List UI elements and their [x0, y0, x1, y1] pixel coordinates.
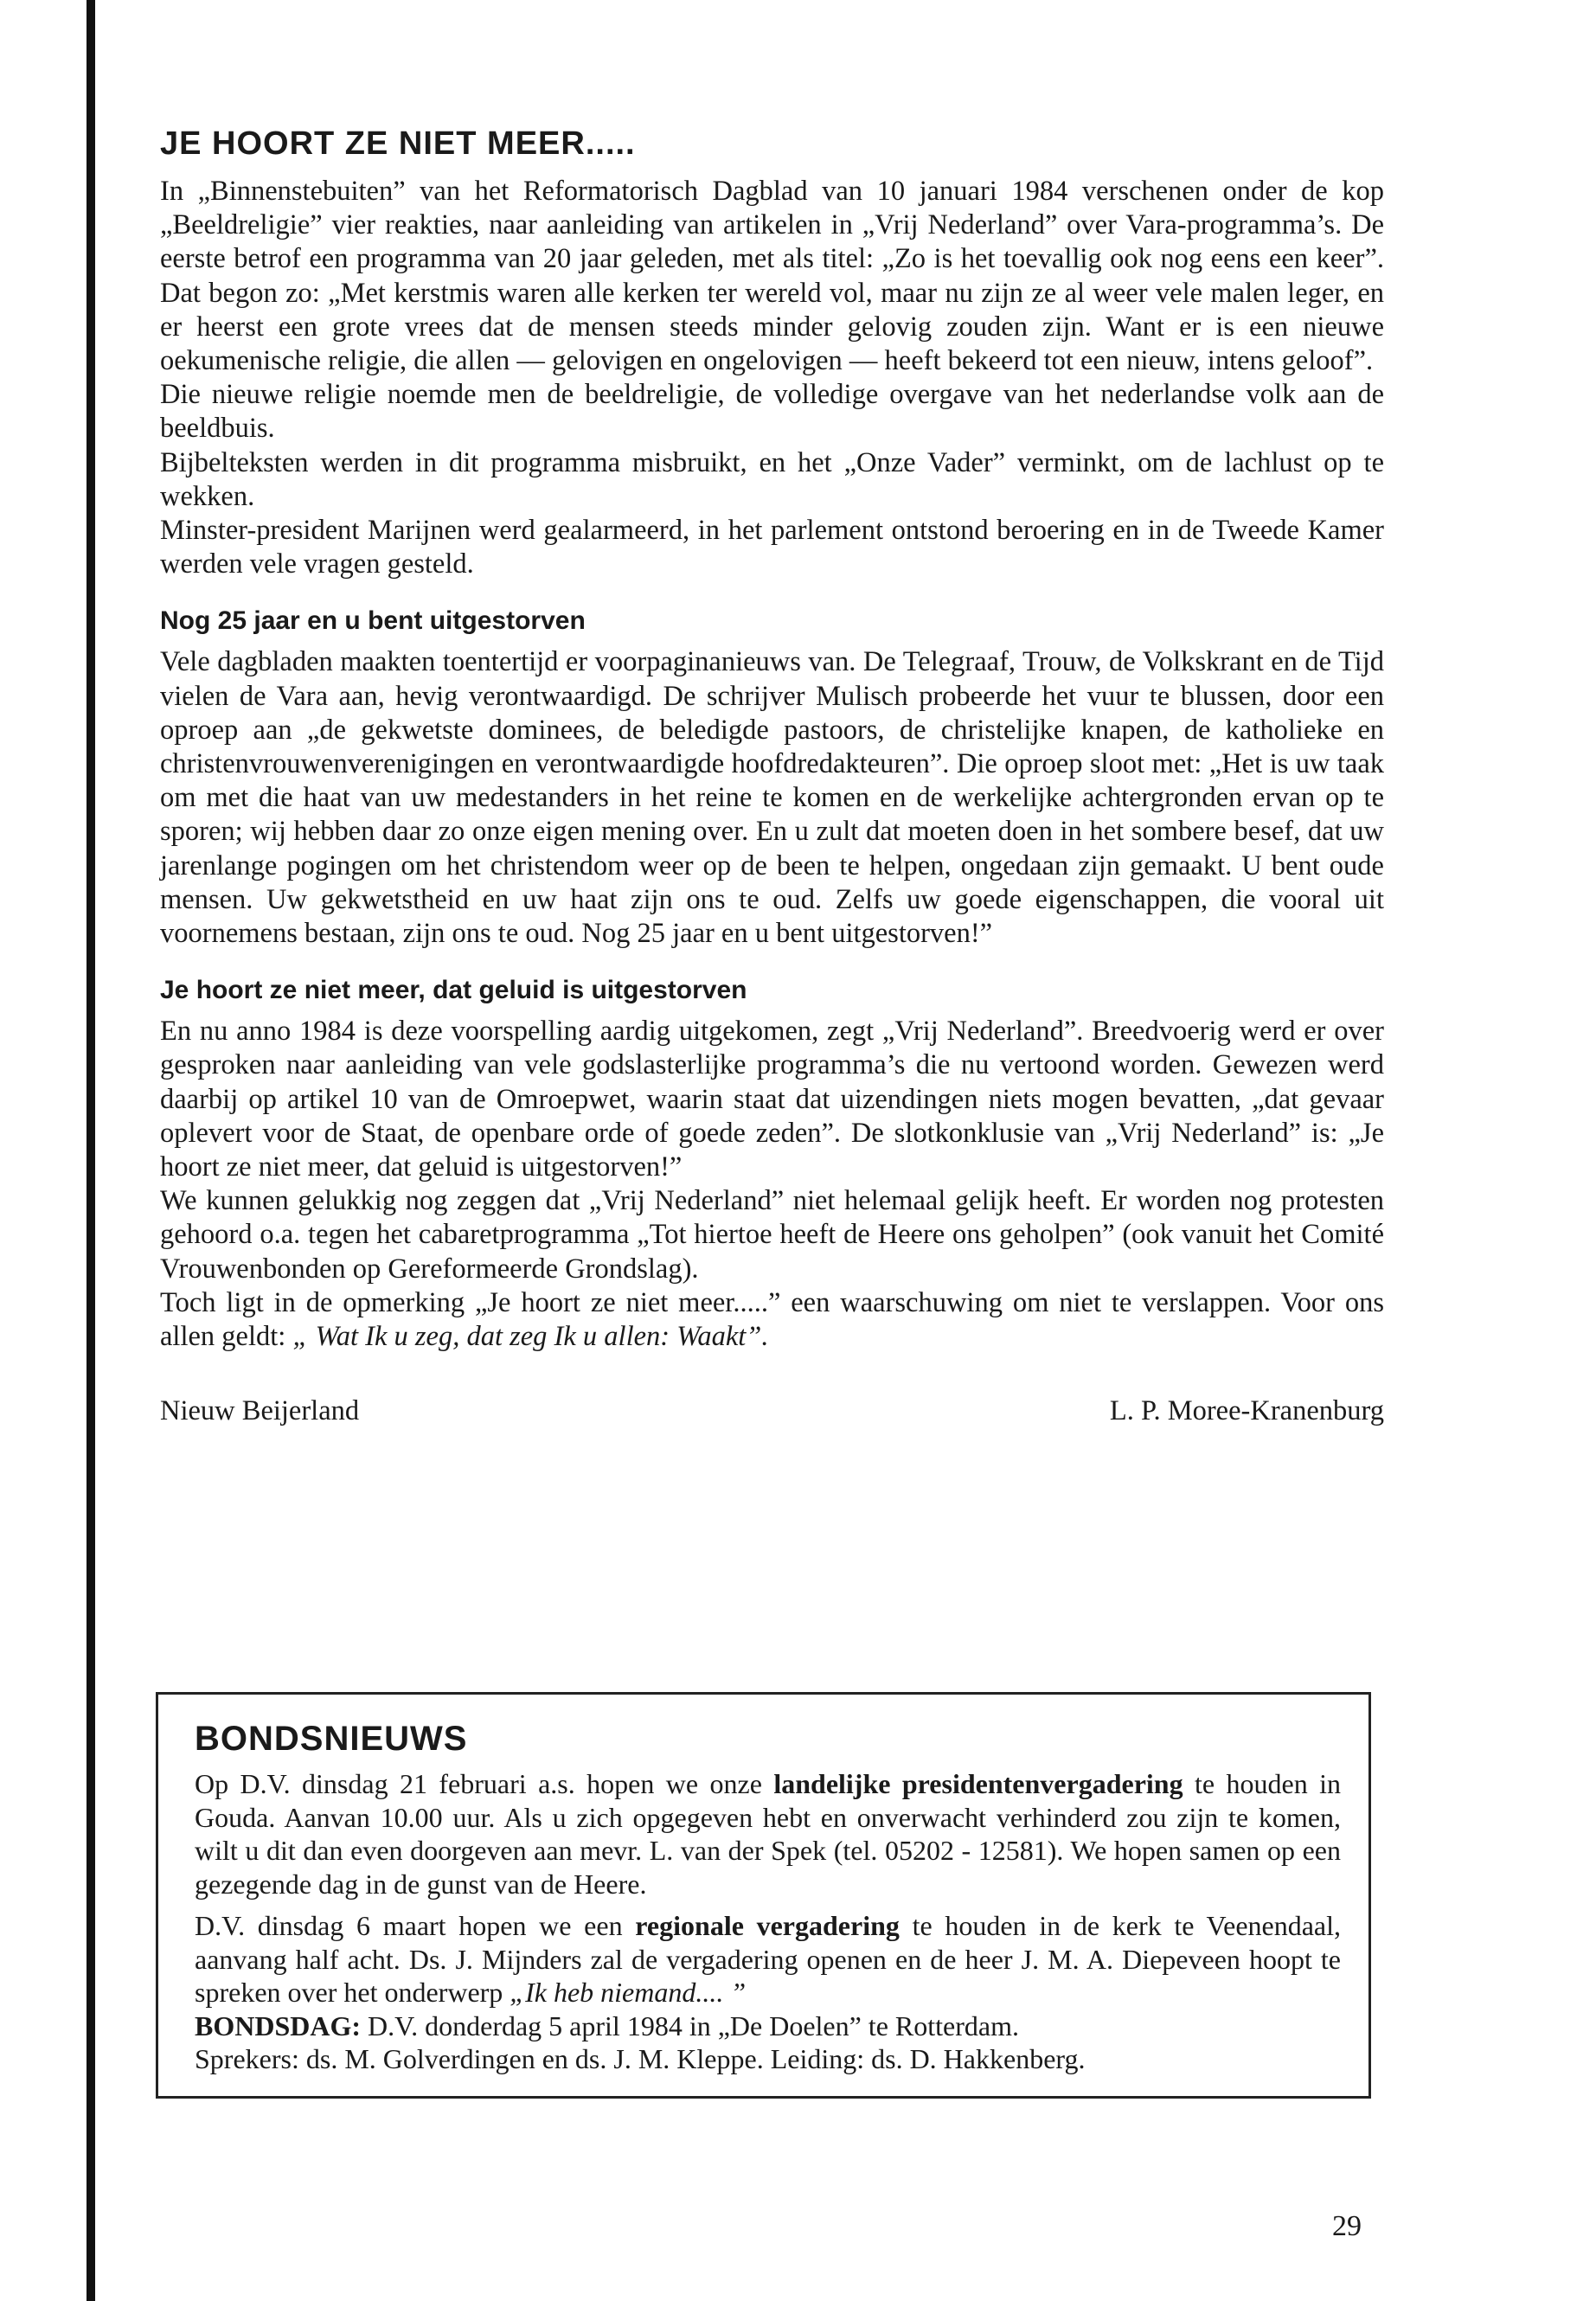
closing-quote: „ Wat Ik u zeg, dat zeg Ik u allen: Waakt”. — [292, 1321, 769, 1353]
bondsnieuws-paragraph-1 — [195, 1767, 1341, 1900]
bondsnieuws-paragraph-4: Sprekers: ds. M. Golverdingen en ds. J. M. Kleppe. Leiding: ds. D. Hakkenberg. — [195, 2043, 1086, 2074]
text-run: te houden in Gouda. Aanvan 10.00 uur. Als u zich opgegeven hebt en onverwacht verhinderd zou zijn te komen, wilt u dit dan even doorgeven aan mevr. L. van der Spek (tel. 05202 - 12581). We hopen samen op een gezegende dag in de gunst van de Heere. — [195, 1768, 1342, 1900]
intro-paragraph-3: Bijbelteksten werden in dit programma misbruikt, en het „Onze Vader” verminkt, om de lachlust op te wekken. — [160, 446, 1384, 512]
intro-paragraph-4: Minster-president Marijnen werd gealarmeerd, in het parlement ontstond beroering en in de Tweede Kamer werden vele vragen gesteld. — [160, 515, 1384, 580]
page-number: 29 — [1332, 2210, 1362, 2242]
intro-paragraph-1: In „Binnenstebuiten” van het Reformatorisch Dagblad van 10 januari 1984 verschenen onder de kop „Beeldreligie” vier reakties, naar aanleiding van artikelen in „Vrij Nederland” over Vara-programma’s. De eerste betrof een programma van 20 jaar geleden, met als titel: „Zo is het toevallig ook nog eens een keer”. Dat begon zo: „Met kerstmis waren alle kerken ter wereld vol, maar nu zijn ze al weer vele malen leger, en er heerst een grote vrees dat de mensen steeds minder gelovig zouden zijn. Want er is een nieuwe oekumenische religie, die allen — gelovigen en ongelovigen — heeft bekeerd tot een nieuw, intens geloof”. — [160, 176, 1384, 377]
bondsdag-label: BONDSDAG: — [195, 2009, 362, 2041]
text-run: te houden in de kerk te Veenendaal, aanvang half acht. Ds. J. Mijnders zal de vergadering openen en de heer J. M. A. Diepeveen hoopt te spreken over het onderwerp — [195, 1910, 1342, 2008]
binding-edge — [87, 0, 95, 2301]
bondsnieuws-title: BONDSNIEUWS — [195, 1720, 468, 1758]
section-heading-2: Je hoort ze niet meer, dat geluid is uitgestorven — [160, 976, 747, 1005]
article-title: JE HOORT ZE NIET MEER..... — [160, 125, 636, 162]
section-2-paragraph-3 — [160, 1286, 1384, 1354]
closing-text: Toch ligt in de opmerking „Je hoort ze niet meer.....” een waarschuwing om niet te verslappen. Voor ons allen geldt: — [160, 1286, 1384, 1353]
signature-line — [160, 1394, 1384, 1428]
bondsnieuws-paragraph-3 — [195, 2009, 1341, 2043]
section-2-paragraph-2: We kunnen gelukkig nog zeggen dat „Vrij Nederland” niet helemaal gelijk heeft. Er worden nog protesten gehoord o.a. tegen het cabaretprogramma „Tot hiertoe heeft de Heere ons geholpen” (ook vanuit het Comité Vrouwenbonden op Gereformeerde Grondslag). — [160, 1185, 1384, 1285]
text-run: D.V. dinsdag 6 maart hopen we een — [195, 1910, 636, 1941]
bondsnieuws-box — [156, 1692, 1371, 2099]
intro-paragraph-2: Die nieuwe religie noemde men de beeldreligie, de volledige overgave van het nederlandse volk aan de beeldbuis. — [160, 379, 1384, 445]
bold-run: regionale vergadering — [635, 1910, 900, 1941]
section-heading-1: Nog 25 jaar en u bent uitgestorven — [160, 606, 586, 636]
author: L. P. Moree-Kranenburg — [1109, 1395, 1384, 1427]
section-2-paragraph-1: En nu anno 1984 is deze voorspelling aardig uitgekomen, zegt „Vrij Nederland”. Breedvoerig werd er over gesproken naar aanleiding van vele godslasterlijke programma’s die nu vertoond worden. Gewezen werd daarbij op artikel 10 van de Omroepwet, waarin staat dat uizendingen niets mogen bevatten, „dat gevaar oplevert voor de Staat, de openbare orde of goede zeden”. De slotkonklusie van „Vrij Nederland” is: „Je hoort ze niet meer, dat geluid is uitgestorven!” — [160, 1016, 1384, 1183]
place: Nieuw Beijerland — [160, 1395, 360, 1427]
bondsnieuws-paragraph-2 — [195, 1909, 1341, 2009]
italic-run: „Ik heb niemand.... ” — [510, 1977, 747, 2008]
text-run: Op D.V. dinsdag 21 februari a.s. hopen we onze — [195, 1768, 774, 1799]
bold-run: landelijke presidentenvergadering — [773, 1768, 1183, 1799]
text-run: D.V. donderdag 5 april 1984 in „De Doelen” te Rotterdam. — [361, 2009, 1019, 2041]
article — [160, 121, 1384, 1428]
section-1-paragraph: Vele dagbladen maakten toentertijd er voorpaginanieuws van. De Telegraaf, Trouw, de Volkskrant en de Tijd vielen de Vara aan, hevig verontwaardigd. De schrijver Mulisch probeerde het vuur te blussen, door een oproep aan „de gekwetste dominees, de beledigde pastoors, de christelijke knapen, de katholieke en christenvrouwenverenigingen en verontwaardigde hoofdredakteuren”. Die oproep sloot met: „Het is uw taak om met die haat van uw medestanders in het reine te komen en de werkelijke achtergronden ervan op te sporen; wij hebben daar zo onze eigen mening over. En u zult dat moeten doen in het sombere besef, dat uw jarenlange pogingen om het christendom weer op de been te helpen, ongedaan zijn gemaakt. U bent oude mensen. Uw gekwetstheid en uw haat zijn ons te oud. Zelfs uw goede eigenschappen, die vooral uit voornemens bestaan, zijn ons te oud. Nog 25 jaar en u bent uitgestorven!” — [160, 646, 1384, 950]
